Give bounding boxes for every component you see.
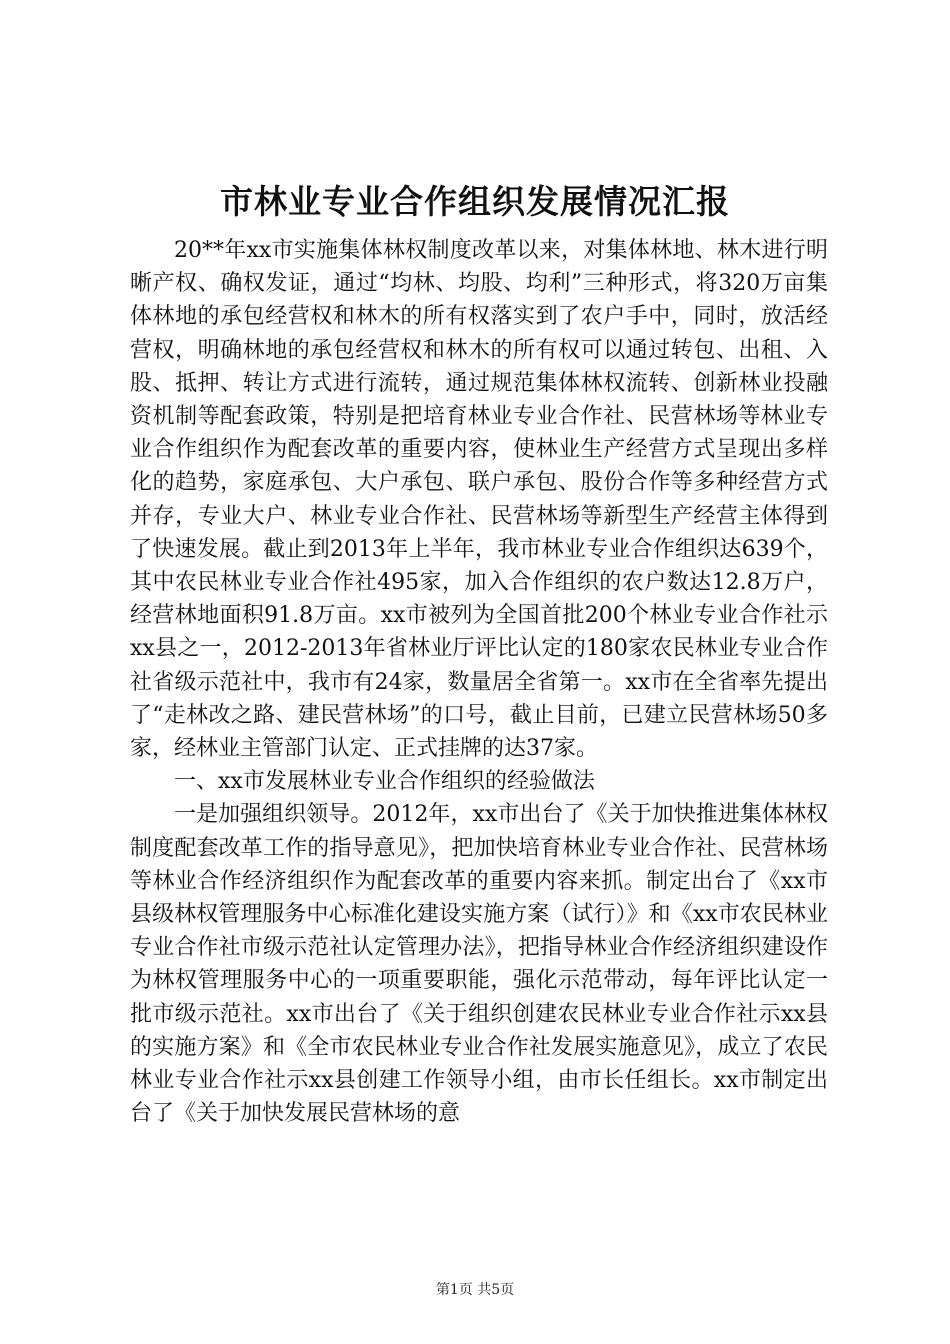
document-title: 市林业专业合作组织发展情况汇报 [220, 182, 730, 221]
body-paragraph-organization: 一是加强组织领导。2012年，xx市出台了《关于加快推进集体林权制度配套改革工作的指导意见》，把加快培育林业专业合作社、民营林场等林业合作经济组织作为配套改革的重要内容来抓。制定出台了《xx市县级林权管理服务中心标准化建设实施方案（试行）》和《xx市农民林业专业合作社市级示范社认定管理办法》，把指导林业合作经济组织建设作为林权管理服务中心的一项重要职能，强化示范带动，每年评比认定一批市级示范社。xx市出台了《关于组织创建农民林业专业合作社示xx县的实施方案》和《全市农民林业专业合作社发展实施意见》，成立了农民林业专业合作社示xx县创建工作领导小组，由市长任组长。xx市制定出台了《关于加快发展民营林场的意 [130, 802, 828, 1127]
section-heading: 一、xx市发展林业专业合作组织的经验做法 [174, 769, 595, 795]
document-body [130, 234, 828, 1130]
page-footer: 第1页 共5页 [435, 1282, 515, 1298]
body-paragraph-intro: 20**年xx市实施集体林权制度改革以来，对集体林地、林木进行明晰产权、确权发证，通过“均林、均股、均利”三种形式，将320万亩集体林地的承包经营权和林木的所有权落实到了农户手中，同时，放活经营权，明确林地的承包经营权和林木的所有权可以通过转包、出租、入股、抵押、转让方式进行流转，通过规范集体林权流转、创新林业投融资机制等配套政策，特别是把培育林业专业合作社、民营林场等林业专业合作组织作为配套改革的重要内容，使林业生产经营方式呈现出多样化的趋势，家庭承包、大户承包、联户承包、股份合作等多种经营方式并存，专业大户、林业专业合作社、民营林场等新型生产经营主体得到了快速发展。截止到2013年上半年，我市林业专业合作组织达639个，其中农民林业专业合作社495家，加入合作组织的农户数达12.8万户，经营林地面积91.8万亩。xx市被列为全国首批200个林业专业合作社示xx县之一，2012-2013年省林业厅评比认定的180家农民林业专业合作社省级示范社中，我市有24家，数量居全省第一。xx市在全省率先提出了“走林改之路、建民营林场”的口号，截止目前，已建立民营林场50多家，经林业主管部门认定、正式挂牌的达37家。 [130, 238, 828, 762]
